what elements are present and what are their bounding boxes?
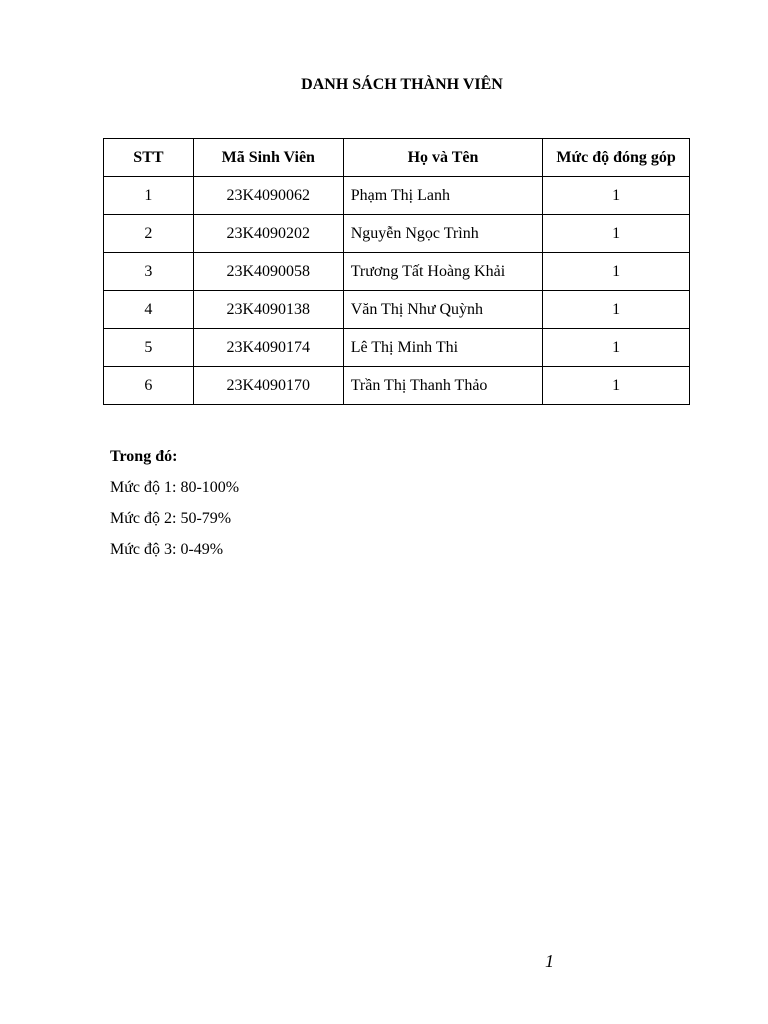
- contribution-legend: [110, 447, 239, 571]
- cell-contribution: 1: [543, 291, 690, 329]
- legend-line: Mức độ 3: 0-49%: [110, 541, 224, 558]
- header-contribution: Mức độ đóng góp: [543, 139, 690, 177]
- page-number: 1: [545, 951, 554, 971]
- cell-full-name: Văn Thị Như Quỳnh: [343, 291, 543, 329]
- member-table: [103, 138, 690, 405]
- cell-stt: 2: [104, 215, 194, 253]
- legend-line: Mức độ 2: 50-79%: [110, 510, 232, 527]
- table-row: [104, 215, 690, 253]
- cell-contribution: 1: [543, 367, 690, 405]
- cell-contribution: 1: [543, 177, 690, 215]
- header-stt: STT: [104, 139, 194, 177]
- page-title: DANH SÁCH THÀNH VIÊN: [301, 76, 503, 93]
- legend-line: Mức độ 1: 80-100%: [110, 479, 240, 496]
- cell-full-name: Trần Thị Thanh Thảo: [343, 367, 543, 405]
- cell-student-id: 23K4090058: [193, 253, 343, 291]
- cell-contribution: 1: [543, 215, 690, 253]
- cell-contribution: 1: [543, 253, 690, 291]
- table-row: [104, 177, 690, 215]
- legend-heading: Trong đó:: [110, 448, 178, 465]
- cell-student-id: 23K4090174: [193, 329, 343, 367]
- table-header-row: [104, 139, 690, 177]
- cell-student-id: 23K4090170: [193, 367, 343, 405]
- cell-stt: 4: [104, 291, 194, 329]
- cell-student-id: 23K4090062: [193, 177, 343, 215]
- cell-full-name: Phạm Thị Lanh: [343, 177, 543, 215]
- cell-stt: 3: [104, 253, 194, 291]
- header-full-name: Họ và Tên: [343, 139, 543, 177]
- cell-full-name: Lê Thị Minh Thi: [343, 329, 543, 367]
- header-student-id: Mã Sinh Viên: [193, 139, 343, 177]
- cell-student-id: 23K4090138: [193, 291, 343, 329]
- cell-full-name: Nguyễn Ngọc Trình: [343, 215, 543, 253]
- cell-stt: 5: [104, 329, 194, 367]
- cell-stt: 1: [104, 177, 194, 215]
- cell-contribution: 1: [543, 329, 690, 367]
- table-row: [104, 367, 690, 405]
- cell-full-name: Trương Tất Hoàng Khải: [343, 253, 543, 291]
- table-row: [104, 329, 690, 367]
- table-row: [104, 253, 690, 291]
- cell-student-id: 23K4090202: [193, 215, 343, 253]
- cell-stt: 6: [104, 367, 194, 405]
- table-row: [104, 291, 690, 329]
